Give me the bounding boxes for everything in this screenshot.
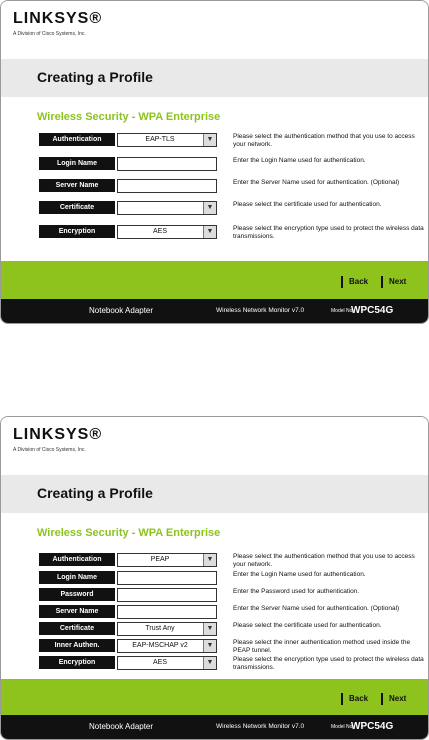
row-login-name (37, 571, 427, 585)
authentication-select[interactable] (117, 553, 217, 567)
section-title: Wireless Security - WPA Enterprise (37, 111, 221, 123)
chevron-down-icon[interactable]: ▼ (203, 134, 216, 146)
certificate-select[interactable] (117, 201, 217, 215)
certificate-value: Trust Any (145, 625, 175, 632)
authentication-description: Please select the authentication method that you use to access your network. (233, 553, 415, 568)
password-description: Enter the Password used for authentication. (233, 588, 360, 595)
server-name-description: Enter the Server Name used for authentication. (Optional) (233, 179, 400, 186)
model-label: Model No. (331, 308, 354, 314)
product-name: Notebook Adapter (89, 722, 154, 731)
encryption-value: AES (152, 659, 167, 666)
password-label: Password (39, 588, 115, 601)
header (1, 1, 428, 51)
footer (1, 715, 428, 739)
next-button[interactable] (381, 693, 406, 705)
divider (341, 276, 343, 288)
inner-authentication-select[interactable] (117, 639, 217, 653)
linksys-logo: LINKSYS® (13, 10, 103, 27)
authentication-label: Authentication (39, 553, 115, 566)
header (1, 417, 428, 467)
logo-tagline: A Division of Cisco Systems, Inc. (13, 447, 86, 453)
chevron-down-icon[interactable]: ▼ (203, 640, 216, 652)
certificate-description: Please select the certificate used for authentication. (233, 201, 382, 208)
model-number: WPC54G (351, 721, 394, 732)
server-name-label: Server Name (39, 605, 115, 618)
login-name-label: Login Name (39, 157, 115, 170)
next-button[interactable] (381, 276, 406, 288)
title-band (1, 475, 428, 513)
chevron-down-icon[interactable]: ▼ (203, 226, 216, 238)
encryption-label: Encryption (39, 656, 115, 669)
model-number: WPC54G (351, 305, 394, 316)
server-name-input[interactable] (117, 179, 217, 193)
row-encryption (37, 225, 427, 239)
page-title: Creating a Profile (37, 69, 153, 85)
back-label: Back (349, 694, 369, 704)
back-button[interactable] (341, 276, 368, 288)
row-inner-authentication (37, 639, 427, 653)
inner-authentication-value: EAP-MSCHAP v2 (132, 642, 188, 649)
nav-bar (1, 679, 428, 717)
nav-bar (1, 261, 428, 299)
certificate-description: Please select the certificate used for authentication. (233, 622, 382, 629)
chevron-down-icon[interactable]: ▼ (203, 623, 216, 635)
row-login-name (37, 157, 427, 171)
authentication-label: Authentication (39, 133, 115, 146)
section-title: Wireless Security - WPA Enterprise (37, 527, 221, 539)
server-name-label: Server Name (39, 179, 115, 192)
row-authentication (37, 133, 427, 147)
certificate-label: Certificate (39, 622, 115, 635)
product-name: Notebook Adapter (89, 306, 154, 315)
model-label: Model No. (331, 724, 354, 730)
chevron-down-icon[interactable]: ▼ (203, 554, 216, 566)
encryption-description: Please select the encryption type used to protect the wireless data transmissions. (233, 656, 424, 671)
title-band (1, 59, 428, 97)
logo-tagline: A Division of Cisco Systems, Inc. (13, 31, 86, 37)
certificate-label: Certificate (39, 201, 115, 214)
encryption-select[interactable] (117, 656, 217, 670)
back-label: Back (349, 277, 369, 287)
login-name-label: Login Name (39, 571, 115, 584)
authentication-value: EAP-TLS (145, 136, 175, 143)
encryption-label: Encryption (39, 225, 115, 238)
row-server-name (37, 605, 427, 619)
chevron-down-icon[interactable]: ▼ (203, 657, 216, 669)
login-name-description: Enter the Login Name used for authentication. (233, 571, 366, 578)
authentication-select[interactable] (117, 133, 217, 147)
linksys-logo: LINKSYS® (13, 426, 103, 443)
page-title: Creating a Profile (37, 485, 153, 501)
authentication-value: PEAP (150, 556, 170, 563)
login-name-input[interactable] (117, 571, 217, 585)
divider (341, 693, 343, 705)
row-server-name (37, 179, 427, 193)
server-name-description: Enter the Server Name used for authentication. (Optional) (233, 605, 400, 612)
certificate-select[interactable] (117, 622, 217, 636)
profile-window-peap (0, 416, 429, 740)
next-label: Next (389, 694, 407, 704)
divider (381, 276, 383, 288)
row-certificate (37, 622, 427, 636)
software-version: Wireless Network Monitor v7.0 (216, 723, 305, 730)
inner-authentication-description: Please select the inner authentication method used inside the PEAP tunnel. (233, 639, 411, 654)
server-name-input[interactable] (117, 605, 217, 619)
back-button[interactable] (341, 693, 368, 705)
divider (381, 693, 383, 705)
encryption-value: AES (152, 228, 167, 235)
inner-authentication-label: Inner Authen. (39, 639, 115, 652)
login-name-input[interactable] (117, 157, 217, 171)
next-label: Next (389, 277, 407, 287)
chevron-down-icon[interactable]: ▼ (203, 202, 216, 214)
encryption-description: Please select the encryption type used to protect the wireless data transmissions. (233, 225, 424, 240)
profile-window-eap-tls (0, 0, 429, 324)
row-encryption (37, 656, 427, 670)
password-input[interactable] (117, 588, 217, 602)
row-authentication (37, 553, 427, 567)
encryption-select[interactable] (117, 225, 217, 239)
authentication-description: Please select the authentication method that you use to access your network. (233, 133, 415, 148)
login-name-description: Enter the Login Name used for authentication. (233, 157, 366, 164)
row-certificate (37, 201, 427, 215)
row-password (37, 588, 427, 602)
footer (1, 299, 428, 323)
software-version: Wireless Network Monitor v7.0 (216, 307, 305, 314)
